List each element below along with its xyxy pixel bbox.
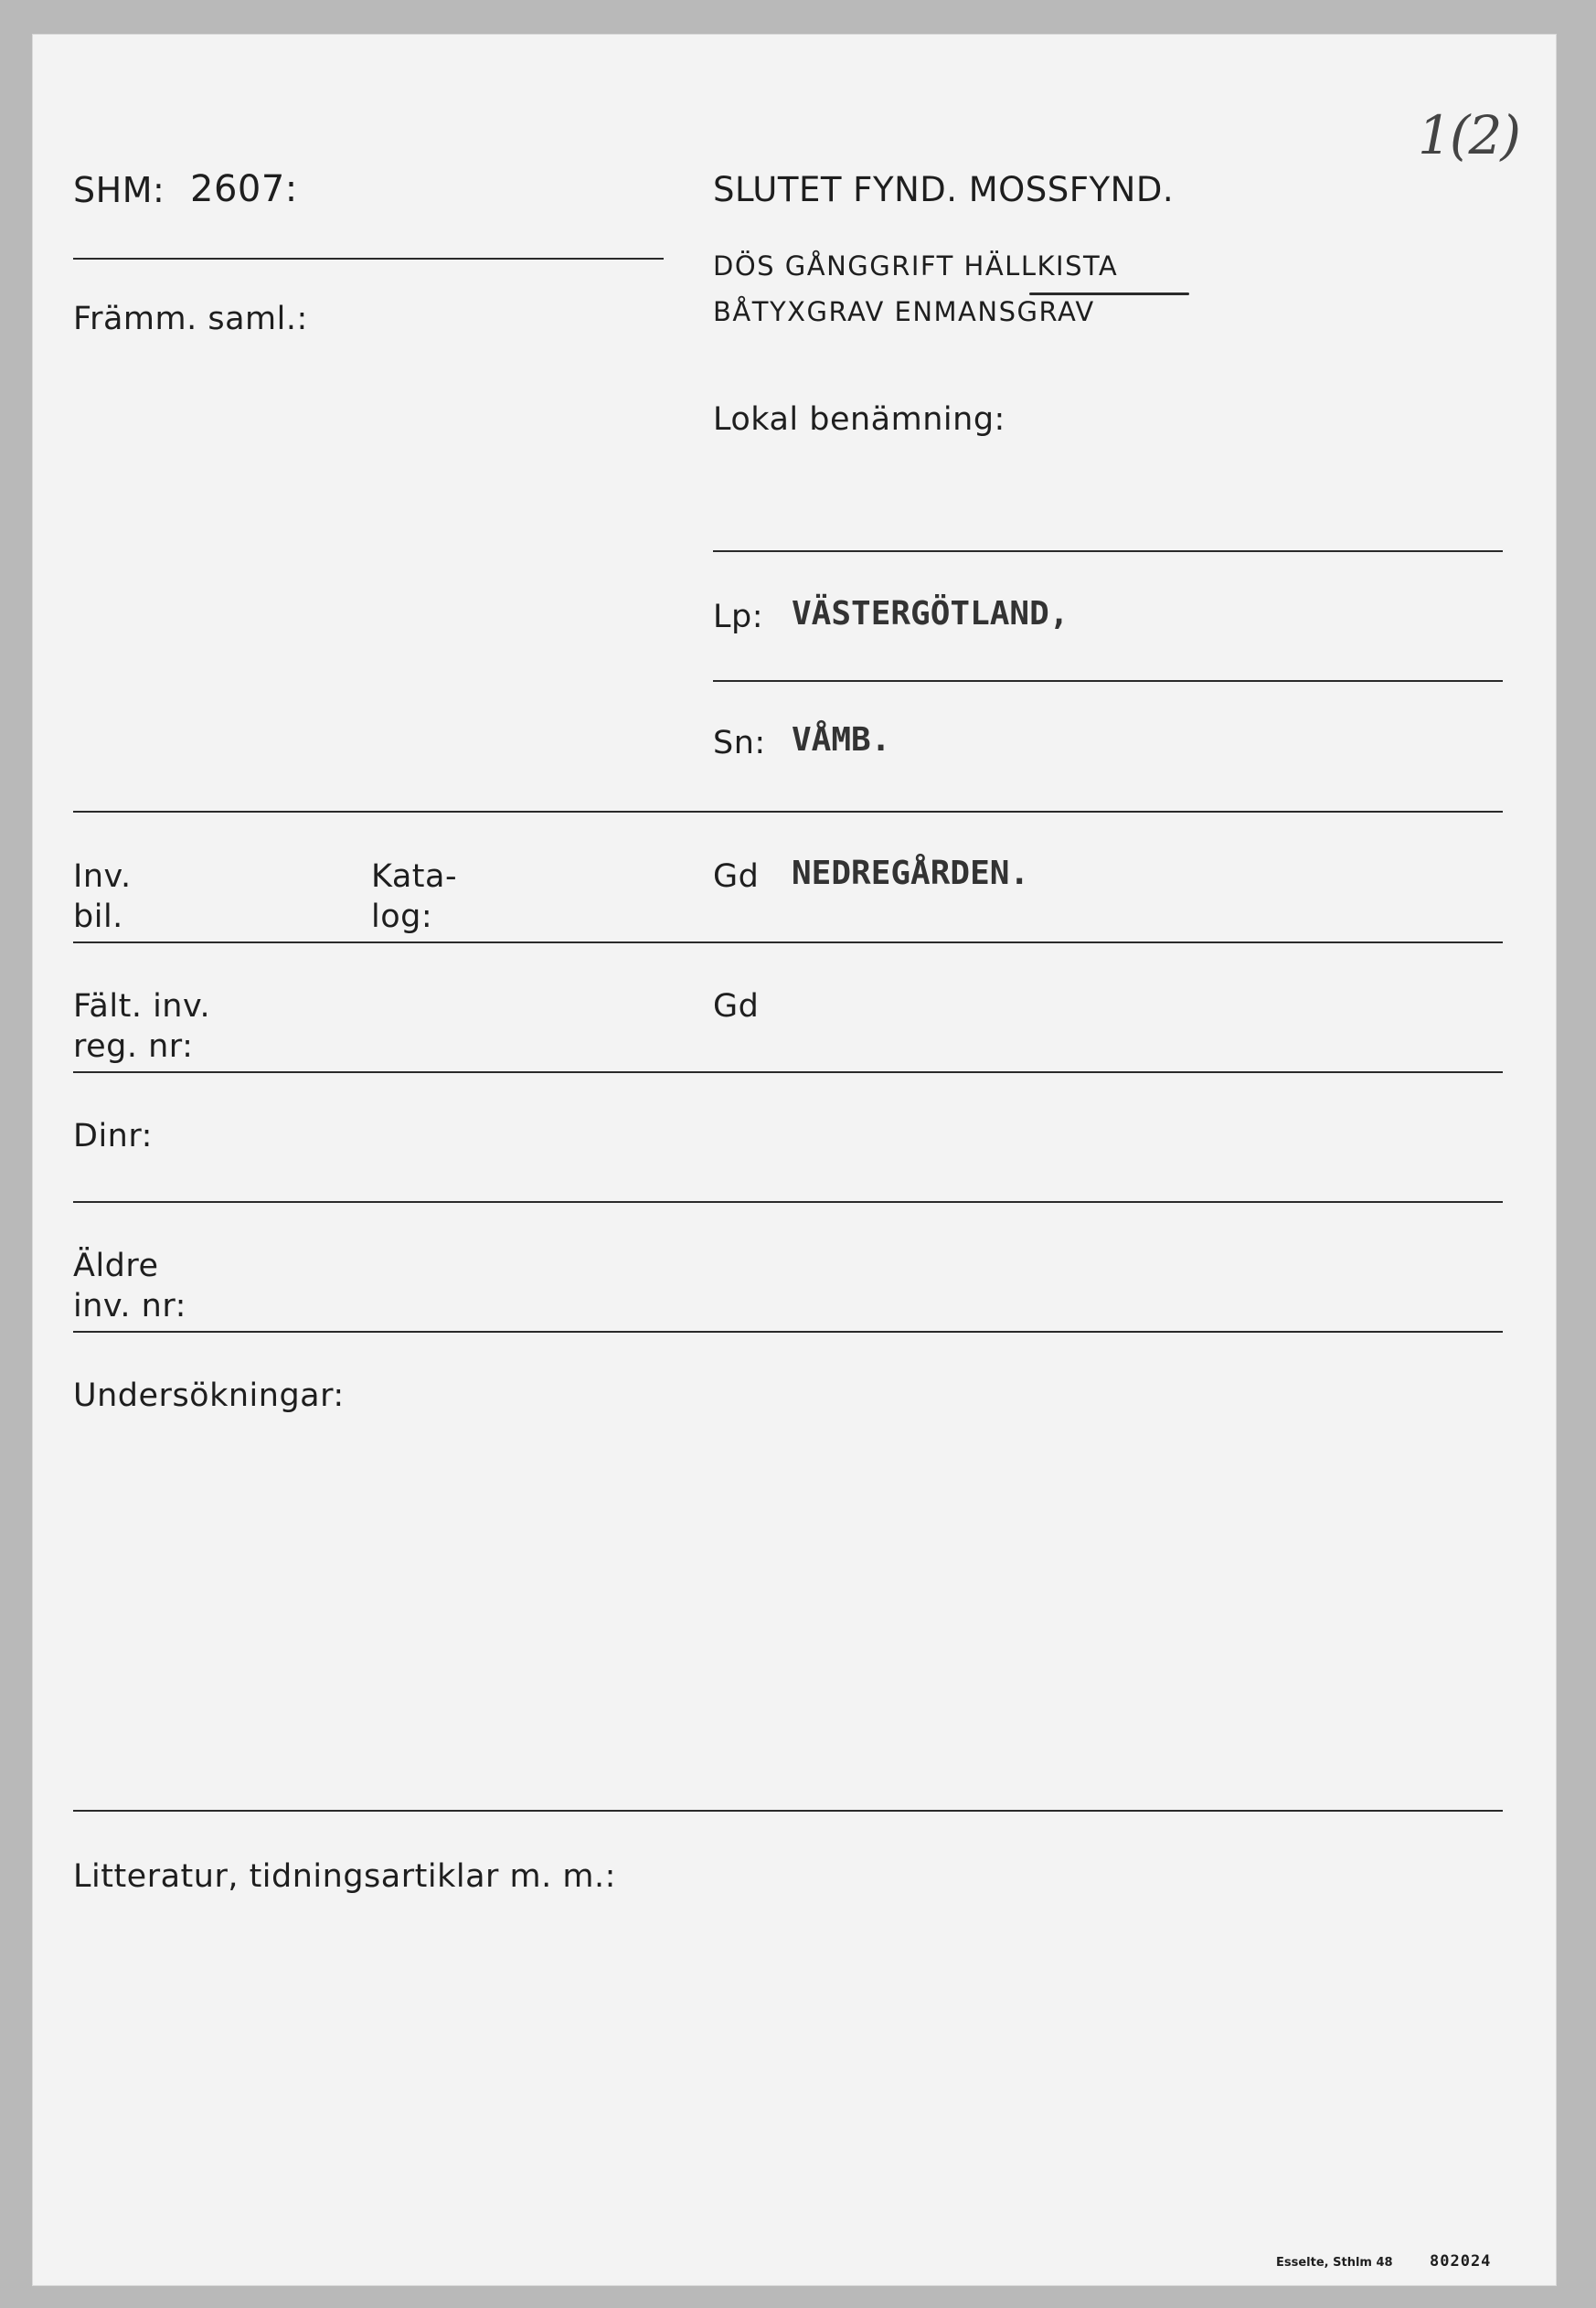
katalog-label-line-2: log: (371, 899, 433, 935)
grave-types-line-1: DÖS GÅNGGRIFT HÄLLKISTA (713, 250, 1119, 282)
aldre-label-line-2: inv. nr: (73, 1288, 186, 1324)
shm-label: SHM: (73, 170, 165, 210)
divider (73, 1071, 1503, 1073)
divider (73, 811, 1503, 813)
aldre-label-line-1: Äldre (73, 1248, 159, 1284)
sn-value: VÅMB. (792, 721, 891, 759)
gd-label: Gd (713, 858, 760, 895)
lokal-label: Lokal benämning: (713, 401, 1005, 438)
catalog-card (33, 35, 1556, 2285)
divider (73, 1810, 1503, 1812)
sn-label: Sn: (713, 725, 766, 761)
printer-imprint: Esselte, Sthlm 48 (1276, 2256, 1393, 2270)
framm-saml-label: Främm. saml.: (73, 301, 308, 337)
form-number: 802024 (1430, 2252, 1492, 2271)
shm-number: 2607: (190, 168, 298, 210)
inv-label-line-2: bil. (73, 899, 123, 935)
find-type-heading: SLUTET FYND. MOSSFYND. (713, 170, 1175, 209)
gd-label-2: Gd (713, 988, 760, 1025)
inv-label-line-1: Inv. (73, 858, 132, 895)
divider (713, 680, 1503, 682)
divider (73, 258, 664, 260)
divider (73, 1331, 1503, 1333)
divider (713, 550, 1503, 552)
gd-value: NEDREGÅRDEN. (792, 855, 1030, 892)
dinr-label: Dinr: (73, 1118, 153, 1154)
divider (73, 1201, 1503, 1203)
grave-types-line-2: BÅTYXGRAV ENMANSGRAV (713, 296, 1095, 327)
litteratur-label: Litteratur, tidningsartiklar m. m.: (73, 1858, 616, 1895)
falt-inv-label-line-2: reg. nr: (73, 1028, 194, 1065)
hallkista-underline (1029, 292, 1189, 295)
page-number-note: 1(2) (1418, 104, 1520, 166)
lp-value: VÄSTERGÖTLAND, (792, 595, 1069, 633)
katalog-label-line-1: Kata- (371, 858, 458, 895)
lp-label: Lp: (713, 599, 764, 635)
divider (73, 941, 1503, 943)
undersokningar-label: Undersökningar: (73, 1377, 345, 1414)
falt-inv-label-line-1: Fält. inv. (73, 988, 211, 1025)
